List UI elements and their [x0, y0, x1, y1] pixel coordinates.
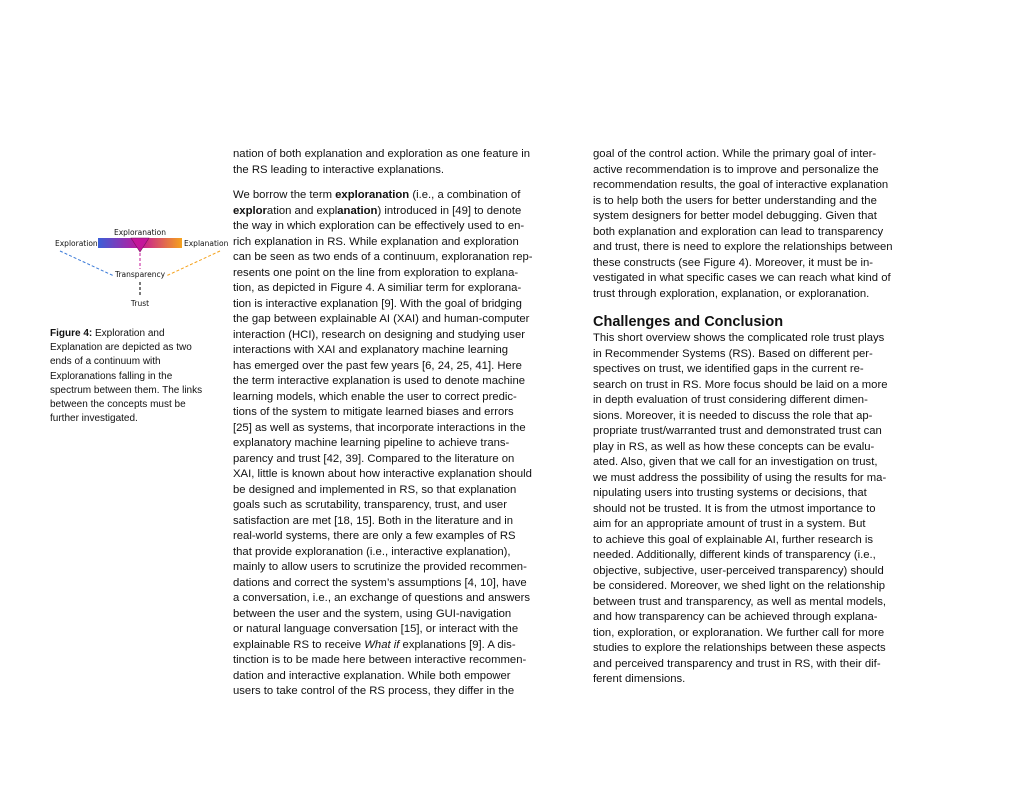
text-line: and how transparency can be achieved through explana- [593, 611, 878, 623]
text-line: the way in which exploration can be effectively used to en- [233, 220, 525, 232]
text-line: interaction (HCI), research on designing and studying user [233, 328, 525, 341]
text-line: be considered. Moreover, we shed light on the relationship [593, 580, 886, 592]
caption-line: spectrum between them. The links [50, 384, 203, 396]
text-line: goal of the control action. While the primary goal of inter- [593, 148, 877, 160]
text-line: interactions with XAI and explanatory machine learning [233, 344, 509, 356]
text-line: has emerged over the past few years [6, 24, 25, 41]. Here [233, 359, 522, 372]
text-line: play in RS, as well as how these concepts can be evalu- [593, 440, 875, 453]
text-line: nipulating users into trusting systems or decisions, that [593, 487, 867, 499]
text-line: in Recommender Systems (RS). Based on different per- [593, 347, 873, 360]
text-line: between the user and the system, using GUI-navigation [233, 607, 512, 620]
text-line: vestigated in what specific cases we can reach what kind of [593, 272, 891, 284]
figure-caption [50, 327, 210, 426]
text-line: both explanation and exploration can lead to transparency [593, 225, 884, 238]
text-line: to achieve this goal of explainable AI, further research is [593, 533, 874, 546]
figure-4-diagram [50, 224, 230, 314]
text-line: search on trust in RS. More focus should be laid on a more [593, 378, 888, 391]
text-column-right [593, 147, 913, 688]
text-line: spectives on trust, we identified gaps in the current re- [593, 363, 864, 375]
text-line: system designers for better model debugging. Given that [593, 210, 877, 222]
text-line: tinction is to be made here between interactive recommen- [233, 654, 527, 666]
label-exploranation: Exploranation [113, 228, 167, 237]
term-exploranation: exploranation [335, 189, 410, 201]
caption-label: Figure 4: [50, 328, 93, 339]
text-line: [25] as well as systems, that incorporate interactions in the [233, 421, 526, 434]
paragraph [233, 188, 551, 700]
label-trust: Trust [130, 299, 150, 308]
caption-line: Exploranations falling in the [50, 370, 173, 382]
text-line: should not be trusted. It is from the utmost importance to [593, 502, 876, 515]
text-line: recommendation results, the goal of interactive explanation [593, 179, 889, 191]
text-line: these constructs (see Figure 4). Moreover, it must be in- [593, 256, 874, 269]
paragraph [593, 147, 913, 302]
text-line: can be seen as two ends of a continuum, exploranation rep- [233, 251, 533, 263]
text-line: explanatory machine learning pipeline to achieve trans- [233, 437, 510, 449]
text-line: studies to explore the relationships between these aspects [593, 642, 886, 654]
text-line: tion, as depicted in Figure 4. A similiar term for explorana- [233, 282, 522, 294]
text-line: we must address the possibility of using the results for ma- [593, 471, 887, 484]
text-line: tion, exploration, or exploranation. We further call for more [593, 626, 885, 639]
text-line: learning models, which enable the user to correct predic- [233, 390, 517, 403]
paragraph [233, 147, 551, 178]
text-line: This short overview shows the complicated role trust plays [593, 332, 885, 344]
text-line: ferent dimensions. [593, 673, 686, 685]
text-line: aim for an appropriate amount of trust in a system. But [593, 518, 866, 530]
link-exploration-transparency [60, 251, 114, 276]
text-line: or natural language conversation [15], or interact with the [233, 623, 519, 635]
text-line: exploration and explanation) introduced in [49] to denote [233, 204, 522, 217]
text-line: resents one point on the line from exploration to explana- [233, 266, 519, 279]
text-line: and perceived transparency and trust in RS, with their dif- [593, 657, 881, 670]
text-line: between trust and transparency, as well as mental models, [593, 595, 887, 608]
caption-line: ends of a continuum with [50, 356, 161, 368]
text-line: is to help both the users for better understanding and the [593, 194, 877, 207]
text-line: objective, subjective, user-perceived transparency) should [593, 564, 884, 577]
text-line: nation of both explanation and exploration as one feature in [233, 148, 531, 160]
text-line: the RS leading to interactive explanations. [233, 163, 445, 176]
caption-line: Explanation are depicted as two [50, 342, 192, 354]
text-line: be designed and implemented in RS, so that explanation [233, 483, 517, 496]
text-line: the gap between explainable AI (XAI) and human-computer [233, 313, 530, 325]
text-line: dations and correct the system’s assumptions [4, 10], have [233, 576, 527, 589]
label-exploration: Exploration [55, 239, 98, 248]
text-line: needed. Additionally, different kinds of transparency (i.e., [593, 549, 876, 561]
text-line: propriate trust/warranted trust and demonstrated trust can [593, 425, 882, 437]
text-line: real-world systems, there are only a few examples of RS [233, 530, 516, 542]
text-line: rich explanation in RS. While explanation and exploration [233, 235, 519, 248]
text-line: active recommendation is to improve and personalize the [593, 163, 879, 176]
caption-line: Exploration and [92, 328, 165, 339]
text-line: satisfaction are met [18, 15]. Both in the literature and in [233, 514, 514, 527]
text-line: parency and trust [42, 39]. Compared to the literature on [233, 452, 515, 465]
text-line: We borrow the term exploranation (i.e., a combination of [233, 189, 521, 201]
caption-line: between the concepts must be [50, 399, 186, 411]
text-column-middle [233, 147, 551, 700]
text-line: users to take control of the RS process, they differ in the [233, 685, 515, 697]
text-line: XAI, little is known about how interactive explanation should [233, 468, 532, 480]
continuum-diagram [50, 224, 230, 314]
label-explanation: Explanation [184, 239, 229, 248]
text-line: mainly to allow users to scrutinize the provided recommen- [233, 561, 527, 573]
text-line: in depth evaluation of trust considering different dimen- [593, 394, 868, 406]
text-line: that provide exploranation (i.e., interactive explanation), [233, 545, 511, 558]
label-transparency: Transparency [114, 270, 166, 279]
text-line: explainable RS to receive What if explanations [9]. A dis- [233, 638, 516, 651]
text-line: the term interactive explanation is used to denote machine [233, 375, 526, 387]
link-explanation-transparency [166, 251, 220, 276]
section-heading: Challenges and Conclusion [593, 314, 784, 330]
caption-line: further investigated. [50, 413, 138, 425]
text-line: dation and interactive explanation. While both empower [233, 669, 511, 682]
text-line: tion is interactive explanation [9]. With the goal of bridging [233, 297, 522, 310]
text-line: ated. Also, given that we call for an investigation on trust, [593, 456, 878, 468]
text-line: tions of the system to mitigate learned biases and errors [233, 406, 514, 418]
text-line: goals such as scrutability, transparency, trust, and user [233, 499, 507, 511]
paragraph [593, 331, 913, 688]
text-line: and trust, there is need to explore the relationships between [593, 241, 893, 253]
text-line: a conversation, i.e., an exchange of questions and answers [233, 592, 531, 604]
text-line: trust through exploration, explanation, or exploranation. [593, 287, 870, 300]
text-line: sions. Moreover, it is needed to discuss the role that ap- [593, 409, 873, 422]
